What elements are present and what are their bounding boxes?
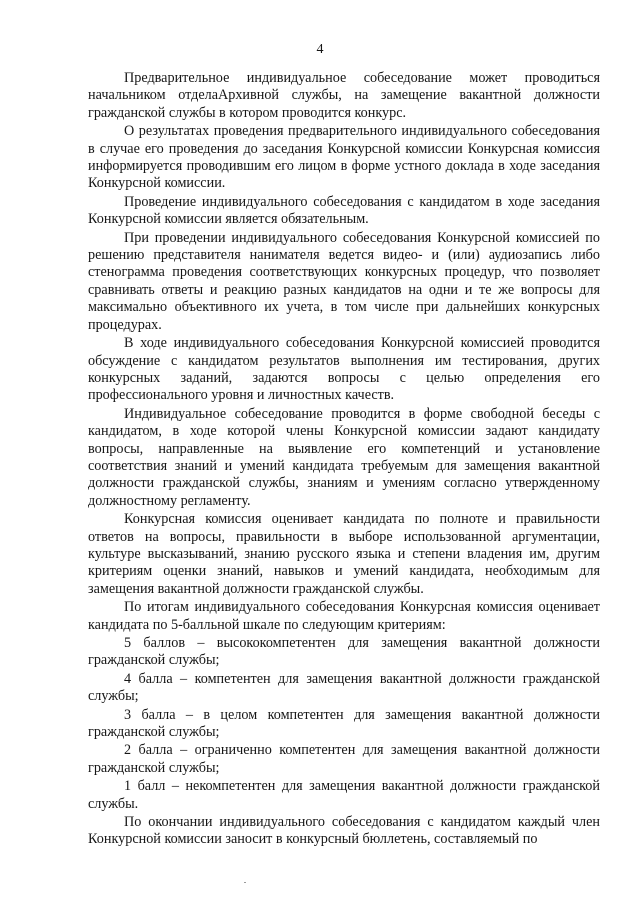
score-item-3: 3 балла – в целом компетентен для замещения вакантной должности гражданской службы;	[88, 706, 600, 741]
score-item-5: 5 баллов – высококомпетентен для замещения вакантной должности гражданской службы;	[88, 635, 600, 669]
paragraph-scoring-intro: По итогам индивидуального собеседования Конкурсная комиссия оценивает кандидата по 5-балльной шкале по следующим критериям:	[88, 599, 600, 633]
score-item-2: 2 балла – ограниченно компетентен для замещения вакантной должности гражданской службы;	[88, 742, 600, 776]
paragraph-free-conversation: Индивидуальное собеседование проводится в форме свободной беседы с кандидатом, в ходе которой члены Конкурсной комиссии задают кандидату вопросы, направленные на выявление его компетенций и установление соответствия знаний и умений кандидата требуемым для замещения вакантной должности гражданской службы, знаниям и умениям согласно утвержденному должностному регламенту.	[88, 405, 600, 509]
scan-speck	[244, 882, 246, 883]
paragraph-interview-results: О результатах проведения предварительного индивидуального собеседования в случае его проведения до заседания Конкурсной комиссии Конкурсная комиссия информируется проводившим его лицом в форме устного доклада в ходе заседания Конкурсной комиссии.	[88, 123, 600, 192]
score-item-1: 1 балл – некомпетентен для замещения вакантной должности гражданской службы.	[88, 778, 600, 812]
page-number: 4	[316, 42, 324, 57]
paragraph-evaluation-criteria: Конкурсная комиссия оценивает кандидата по полноте и правильности ответов на вопросы, правильности в выборе использованной аргументации, культуре высказываний, знанию русского языка и степени владения им, другим критериям оценки знаний, навыков и умений кандидата, необходимым для замещения вакантной должности гражданской службы.	[88, 511, 600, 597]
document-body	[88, 70, 600, 849]
paragraph-preliminary-interview: Предварительное индивидуальное собеседование может проводиться начальником отделаАрхивной службы, на замещение вакантной должности гражданской службы в котором проводится конкурс.	[88, 70, 600, 121]
paragraph-discussion: В ходе индивидуального собеседования Конкурсной комиссией проводится обсуждение с кандидатом результатов выполнения им тестирования, других конкурсных заданий, задаются вопросы с целью определения его профессионального уровня и личностных качеств.	[88, 335, 600, 404]
score-item-4: 4 балла – компетентен для замещения вакантной должности гражданской службы;	[88, 670, 600, 705]
paragraph-ballot: По окончании индивидуального собеседования с кандидатом каждый член Конкурсной комиссии заносит в конкурсный бюллетень, составляемый по	[88, 814, 600, 848]
paragraph-mandatory-interview: Проведение индивидуального собеседования с кандидатом в ходе заседания Конкурсной комиссии является обязательным.	[88, 193, 600, 228]
paragraph-recording: При проведении индивидуального собеседования Конкурсной комиссией по решению представителя нанимателя ведется видео- и (или) аудиозапись либо стенограмма проведения соответствующих конкурсных процедур, что позволяет сравнивать ответы и реакцию разных кандидатов на одни и те же вопросы для максимально объективного их учета, в том числе при дальнейших конкурсных процедурах.	[88, 229, 600, 333]
